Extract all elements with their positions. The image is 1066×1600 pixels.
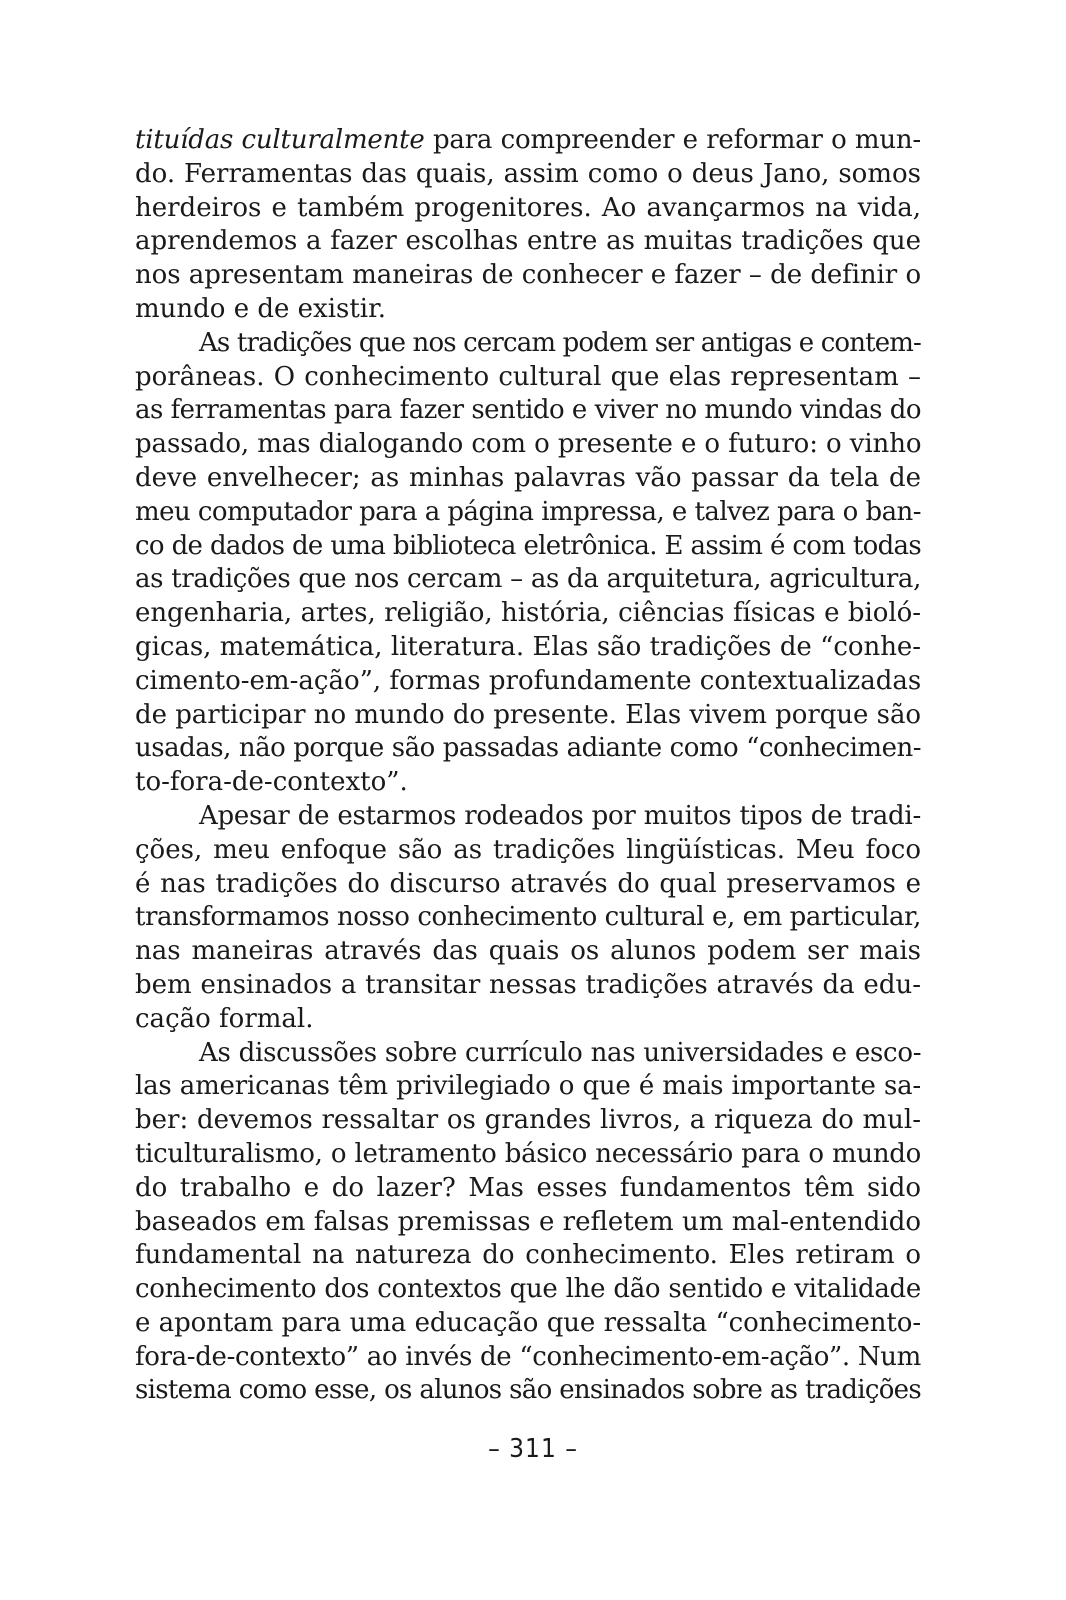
- text-line-content: para compreender e reformar o mun-: [424, 125, 922, 155]
- text-line: [135, 124, 921, 158]
- text-line: de participar no mundo do presente. Elas vivem porque são: [135, 699, 921, 730]
- text-line: As tradições que nos cercam podem ser antigas e contem-: [199, 327, 921, 358]
- text-line: fora-de-contexto” ao invés de “conhecimento-em-ação”. Num: [135, 1341, 921, 1372]
- text-line: do trabalho e do lazer? Mas esses fundamentos têm sido: [135, 1172, 921, 1203]
- text-line: meu computador para a página impressa, e talvez para o ban-: [135, 496, 921, 527]
- text-line: é nas tradições do discurso através do qual preservamos e: [135, 868, 921, 899]
- text-line: nas maneiras através das quais os alunos podem ser mais: [135, 936, 921, 967]
- text-line: las americanas têm privilegiado o que é mais importante sa-: [135, 1071, 921, 1102]
- text-line: mundo e de existir.: [135, 293, 386, 324]
- text-line: ber: devemos ressaltar os grandes livros, a riqueza do mul-: [135, 1105, 921, 1136]
- text-line: cimento-em-ação”, formas profundamente contextualizadas: [135, 665, 922, 696]
- text-line: Apesar de estarmos rodeados por muitos tipos de tradi-: [199, 800, 921, 831]
- text-line: porâneas. O conhecimento cultural que elas representam –: [135, 361, 921, 392]
- paragraph-1: [135, 124, 921, 327]
- page-number: – 311 –: [488, 1434, 578, 1464]
- text-line: bem ensinados a transitar nessas tradições através da edu-: [135, 969, 921, 1000]
- text-line: aprendemos a fazer escolhas entre as muitas tradições que: [135, 226, 921, 257]
- text-line: cação formal.: [135, 1003, 314, 1034]
- text-line: ções, meu enfoque são as tradições lingüísticas. Meu foco: [135, 834, 921, 865]
- paragraph-2: [135, 327, 921, 800]
- text-line: conhecimento dos contextos que lhe dão sentido e vitalidade: [135, 1274, 921, 1305]
- text-line: As discussões sobre currículo nas universidades e esco-: [199, 1037, 922, 1068]
- text-line: to-fora-de-contexto”.: [135, 767, 408, 798]
- text-line: transformamos nosso conhecimento cultural e, em particular,: [135, 902, 921, 933]
- italic-phrase: tituídas culturalmente: [135, 125, 425, 155]
- text-line: herdeiros e também progenitores. Ao avançarmos na vida,: [135, 192, 921, 223]
- text-line: gicas, matemática, literatura. Elas são tradições de “conhe-: [135, 631, 921, 662]
- text-line: sistema como esse, os alunos são ensinados sobre as tradições: [135, 1375, 921, 1406]
- text-line: baseados em falsas premissas e refletem um mal-entendido: [135, 1206, 921, 1237]
- text-line: passado, mas dialogando com o presente e o futuro: o vinho: [135, 429, 922, 460]
- text-line: usadas, não porque são passadas adiante como “conhecimen-: [135, 733, 921, 764]
- paragraph-3: [135, 800, 921, 1037]
- text-line: as ferramentas para fazer sentido e viver no mundo vindas do: [135, 395, 921, 426]
- paragraph-4: [135, 1037, 921, 1409]
- text-line: fundamental na natureza do conhecimento. Eles retiram o: [135, 1240, 921, 1271]
- body-text: [135, 124, 921, 1408]
- text-line: e apontam para uma educação que ressalta “conhecimento-: [135, 1307, 921, 1338]
- text-line: ticulturalismo, o letramento básico necessário para o mundo: [135, 1138, 921, 1169]
- text-line: as tradições que nos cercam – as da arquitetura, agricultura,: [135, 564, 921, 595]
- text-line: nos apresentam maneiras de conhecer e fazer – de definir o: [135, 260, 921, 291]
- text-line: deve envelhecer; as minhas palavras vão passar da tela de: [135, 462, 921, 493]
- text-line: co de dados de uma biblioteca eletrônica. E assim é com todas: [135, 530, 921, 561]
- text-line: engenharia, artes, religião, história, ciências físicas e bioló-: [135, 598, 921, 629]
- text-line: do. Ferramentas das quais, assim como o deus Jano, somos: [135, 158, 921, 189]
